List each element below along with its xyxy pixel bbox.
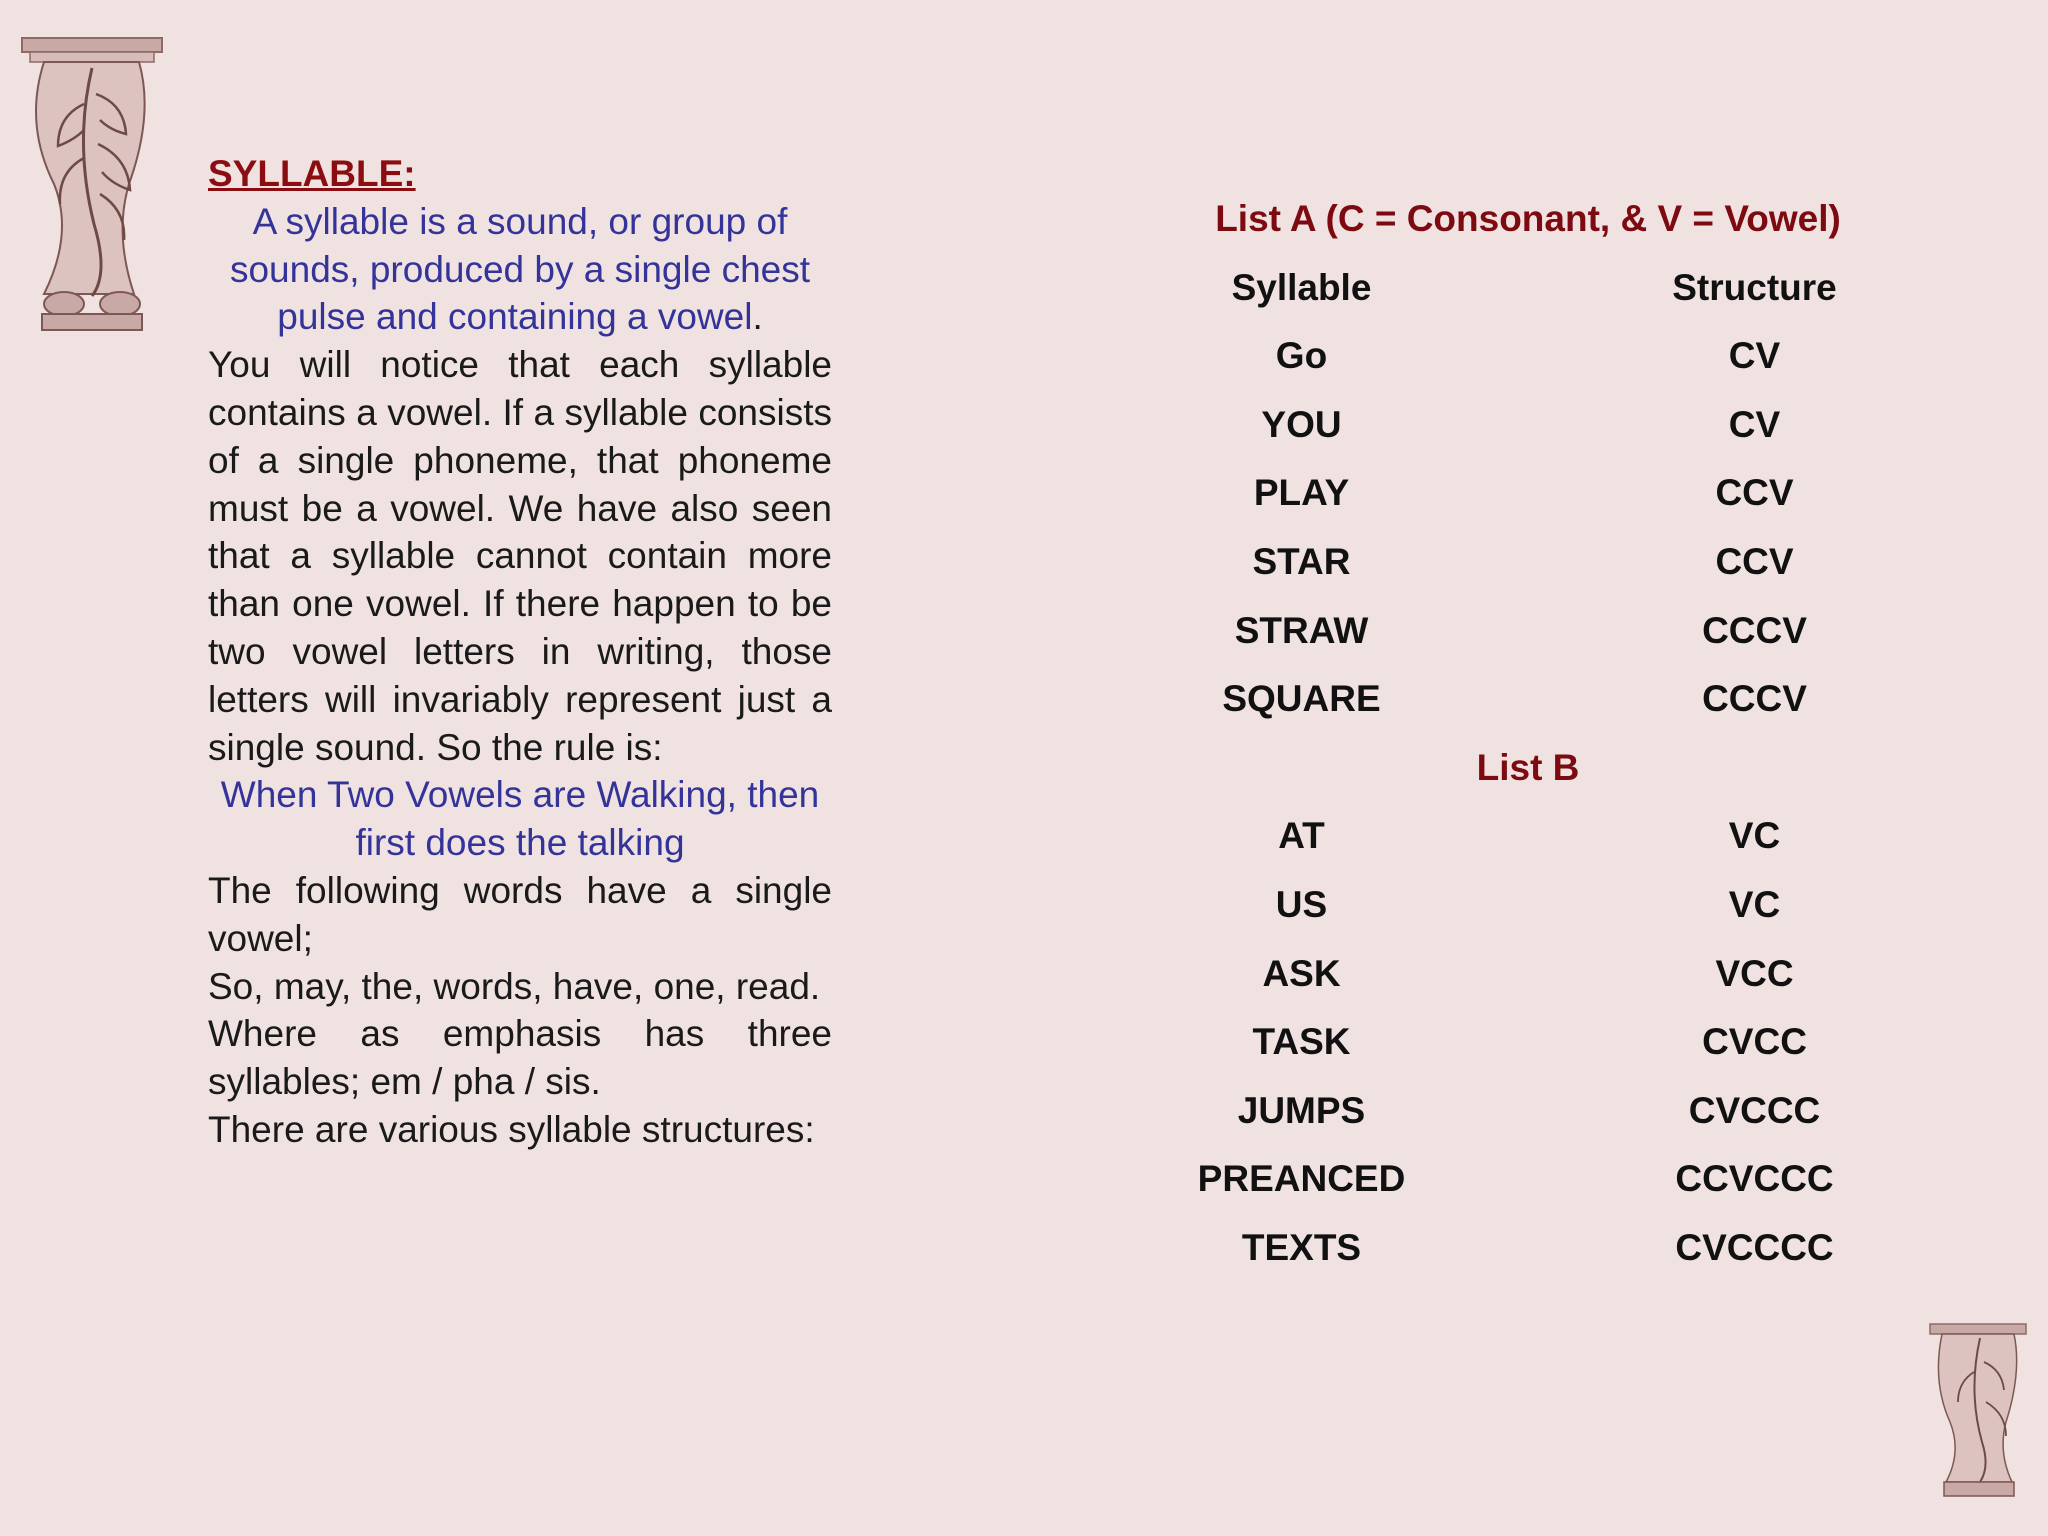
column-header-syllable: Syllable [1231,266,1372,308]
single-vowel-intro: The following words have a single vowel; [208,869,832,959]
table-row [1148,1145,1908,1214]
syllable-text-column [208,150,832,1154]
syllable-heading: SYLLABLE: [208,153,416,194]
table-row [1148,871,1908,940]
syllable-structure: VCC [1715,952,1794,994]
vowel-rule: When Two Vowels are Walking, then first does the talking [220,774,820,864]
single-vowel-examples: So, may, the, words, have, one, read. [208,965,821,1007]
table-row [1148,940,1908,1009]
syllable-word: YOU [1261,403,1342,445]
syllable-structure: VC [1728,815,1781,857]
syllable-word: SQUARE [1222,678,1381,720]
table-row [1148,528,1908,597]
syllable-word: PREANCED [1197,1158,1406,1200]
syllable-structure: CCCV [1702,678,1807,720]
definition-text: A syllable is a sound, or group of sounds, produced by a single chest pulse and containing a vowel [229,200,811,338]
list-b-rows [1148,802,1908,1282]
syllable-word: TEXTS [1241,1226,1362,1268]
syllable-word: ASK [1262,952,1341,994]
syllable-structure: CCV [1715,540,1794,582]
table-row [1148,391,1908,460]
syllable-word: Go [1275,335,1328,377]
syllable-structure: CVCC [1702,1021,1807,1063]
syllable-word: US [1275,883,1328,925]
syllable-structure: CCCV [1702,609,1807,651]
syllable-structure: VC [1728,883,1781,925]
syllable-word: PLAY [1253,472,1350,514]
corbel-ornament-image [14,34,166,336]
table-row [1148,1214,1908,1283]
list-b-title: List B [1476,746,1580,788]
syllable-structure: CV [1728,335,1781,377]
table-header-row [1148,254,1908,323]
syllable-structure: CVCCC [1688,1089,1821,1131]
structures-intro: There are various syllable structures: [208,1108,815,1150]
syllable-word: JUMPS [1237,1089,1366,1131]
syllable-word: TASK [1252,1021,1351,1063]
table-row [1148,459,1908,528]
corbel-ornament-image [1928,1322,2028,1502]
table-row [1148,597,1908,666]
syllable-word: AT [1278,815,1325,857]
syllable-definition [208,198,832,341]
definition-period: . [752,296,763,338]
list-a-title: List A (C = Consonant, & V = Vowel) [1215,198,1841,239]
syllable-structure: CCVCCC [1675,1158,1834,1200]
list-a-rows [1148,322,1908,734]
table-row [1148,1008,1908,1077]
emphasis-example: Where as emphasis has three syllables; em / pha / sis. [208,1013,832,1103]
table-row [1148,322,1908,391]
column-header-structure: Structure [1672,266,1837,308]
syllable-structure-table [1148,185,1908,1283]
syllable-structure: CCV [1715,472,1794,514]
syllable-word: STRAW [1234,609,1369,651]
table-row [1148,665,1908,734]
syllable-word: STAR [1252,540,1351,582]
syllable-structure: CVCCCC [1675,1226,1834,1268]
syllable-structure: CV [1728,403,1781,445]
table-row [1148,802,1908,871]
explanation-paragraph: You will notice that each syllable contains a vowel. If a syllable consists of a single phoneme, that phoneme must be a vowel. We have also seen that a syllable cannot contain more than one vowel. If there happen to be two vowel letters in writing, those letters will invariably represent just a single sound. So the rule is: [208,344,832,768]
table-row [1148,1077,1908,1146]
